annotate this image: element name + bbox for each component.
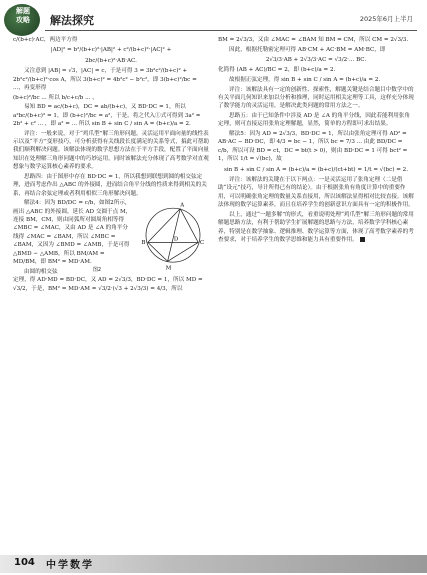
- left-column: [13, 36, 209, 294]
- header-rule: [45, 30, 417, 31]
- paragraph: 因此，根据托勒密定理可得 AB·CM + AC·BM = AM·BC，即: [229, 46, 386, 53]
- idea-paragraph: 思路四：由于图形中存在 BD·DC = 1，所以我想到联想到圆的相交弦定理，进而考虑作出 △ABC 的外接圆，进而结合角平分线的性质来得到相关的关系，再结合余弦定理或者利用相似三角形解决问题。: [13, 173, 207, 197]
- comment-paragraph: 评注：一般来说，对于“鸡爪型”解三角形问题，灵活运用平面向量的线性表示以及“平方”变形技巧，可分析获得有关线段长度满足的关系等式，搞此可帮助我们顺利解决问题。该解法体现的数学思想方法在于平方手段，配置了平面向量知识在处理解三角形问题中的巧妙运用，同时该解法充分体现了高考数学对直观想象与数学运算核心素养的要求。: [13, 130, 209, 171]
- page-footer: [0, 549, 427, 575]
- end-mark-icon: [360, 237, 365, 242]
- paragraph: BM = 2√3/3，又由 ∠MAC = ∠BAM 知 BM = CM，所以 CM = 2√3/3.: [218, 37, 409, 43]
- paragraph: 易知 BD = ac/(b+c)，DC = ab/(b+c)，又 BD·DC = 1，所以 a²bc/(b+c)² = 1，即 (b+c)²/bc = a²，于是，将之代入①式可得到 3a² = 2b² + c² ... ，即 a² = ... 所以 sin B + sin C / sin A = (b+c)/a = 2.: [13, 104, 201, 128]
- paragraph: 又注意到 |AB| = √3，|AC| = c，于是可得 3 = 3b²c²/(b+c)² + 2b²c²/(b+c)²·cos A，所以 3(b+c)² = 4b²c² − b²c²，即 3(b+c)²/bc = ...，再变形得: [13, 68, 197, 92]
- idea-paragraph: 思路五：由于已知条件中涉及 AD 是 ∠A 的角平分线，因此若能利用张角定理，则可直接运用张角定理解题，显然，简单的方程即可求出结果。: [218, 113, 410, 128]
- point-label: D: [173, 236, 179, 243]
- point-label: B: [141, 240, 146, 247]
- page-number: 104: [14, 557, 35, 568]
- solution-paragraph: 解法4：因为 BD/DC = c/b，如图2所示，画出 △ABC 的外接圆，延长 AD 交圆于点 M，连接 BM，CM，则由同弧所对圆周角相等得 ∠MBC = ∠MAC，又由 AD 是 ∠A 的角平分线得 ∠MAC = ∠BAM，所以 ∠MBC = ∠BAM，又因为 ∠BMD = ∠AMB，于是可得 △BMD ∽ △AMB，所以 BM/AM = MD/BM，即 BM² = MD·AM.: [13, 200, 132, 266]
- figure-caption: 图2: [92, 266, 102, 273]
- equation: |AD|² = b²/(b+c)²·|AB|² + c²/(b+c)²·|AC|² +: [50, 47, 172, 54]
- solution-paragraph: 解法5：因为 AD = 2√3/3，BD·DC = 1，所以由张角定理可得 AD² = AB·AC − BD·DC，即 4/3 = bc − 1，所以 bc = 7/3 ... 由此 BD/DC = c/b，所以可设 BD = ct，DC = bt(t > 0)，则由 BD·DC = 1 可得 bct² = 1，所以 1/t = √(bc)，故: [218, 131, 408, 163]
- point-label: A: [180, 202, 185, 209]
- paragraph: 化简得 (AB + AC)/BC = 2，即 (b+c)/a = 2.: [218, 67, 336, 74]
- equation: 2√3/3·AB + 2√3/3·AC = √3/2·... BC.: [265, 57, 367, 63]
- point-label: C: [200, 240, 205, 247]
- comment-paragraph: 评注：该解法的关键在于以下两点：一是灵活运用了张角定理（二是借助“设元”技巧，导计所得已有的结论）。由于根据张角有角度计算中的重要作用，可以明确张角定理的数量关系直接用，所以该解法显得相对比较直接。该解法体现的数学运算素养，而且在培养学生的创新意识方面具有一定的积极作用。: [218, 177, 414, 209]
- figure-circle-diagram: [137, 201, 209, 273]
- paragraph: 由圆的相交弦定理，得 AD·MD = BD·DC，又 AD = 2√3/3，BD·DC = 1，所以 MD = √3/2，于是，BM² = MD·AM = √3/2·(√3 + 2√3/3) = 4/3，所以: [13, 268, 203, 292]
- paragraph: (b+c)²/bc ... 所以 b/c+c/b ... ，: [13, 94, 98, 101]
- paragraph: 故根据正弦定理，得 sin B + sin C / sin A = (b+c)/a = 2.: [229, 77, 381, 83]
- equation: sin B + sin C / sin A = (b+c)/a = (b+c)/(ct+bt) = 1/t = √(bc) = 2.: [223, 166, 409, 173]
- equation: 2bc/(b+c)²·AB·AC.: [85, 57, 137, 64]
- point-label: M: [165, 265, 172, 272]
- paragraph: c/(b+c)·AC，两边平方得: [13, 37, 78, 43]
- comment-paragraph: 评注：该解法具有一定的创新性、探索性，解题关键是结合题目中数学中的有关平面几何知识来加以分析和推理，同时运用相关定理等工具，这样充分体现了数学能力的灵活运用，是解决此类问题的常用方法之一。: [218, 86, 414, 110]
- magazine-name: 中学数学: [46, 560, 94, 571]
- page-header: [0, 0, 427, 40]
- issue-date: 2025年6月上半月: [359, 15, 413, 23]
- right-column: [218, 36, 414, 246]
- column-badge-text: 解题 攻略: [16, 7, 30, 24]
- section-title: 解法探究: [50, 14, 94, 27]
- conclusion-text: 以上，通过“一题多解”的形式，看重说明处理“鸡爪型”解三角形问题的常用解题思路方法，有利于帮助学生扩展解题的思路与方法，培养数学学科核心素养，特别是在数学抽象、逻辑推理、数学运算等方面，体现了高考数学素养的考查要求，对于培养学生的数学思维和能力具有重要作用。: [218, 211, 414, 244]
- conclusion-paragraph: [218, 211, 414, 245]
